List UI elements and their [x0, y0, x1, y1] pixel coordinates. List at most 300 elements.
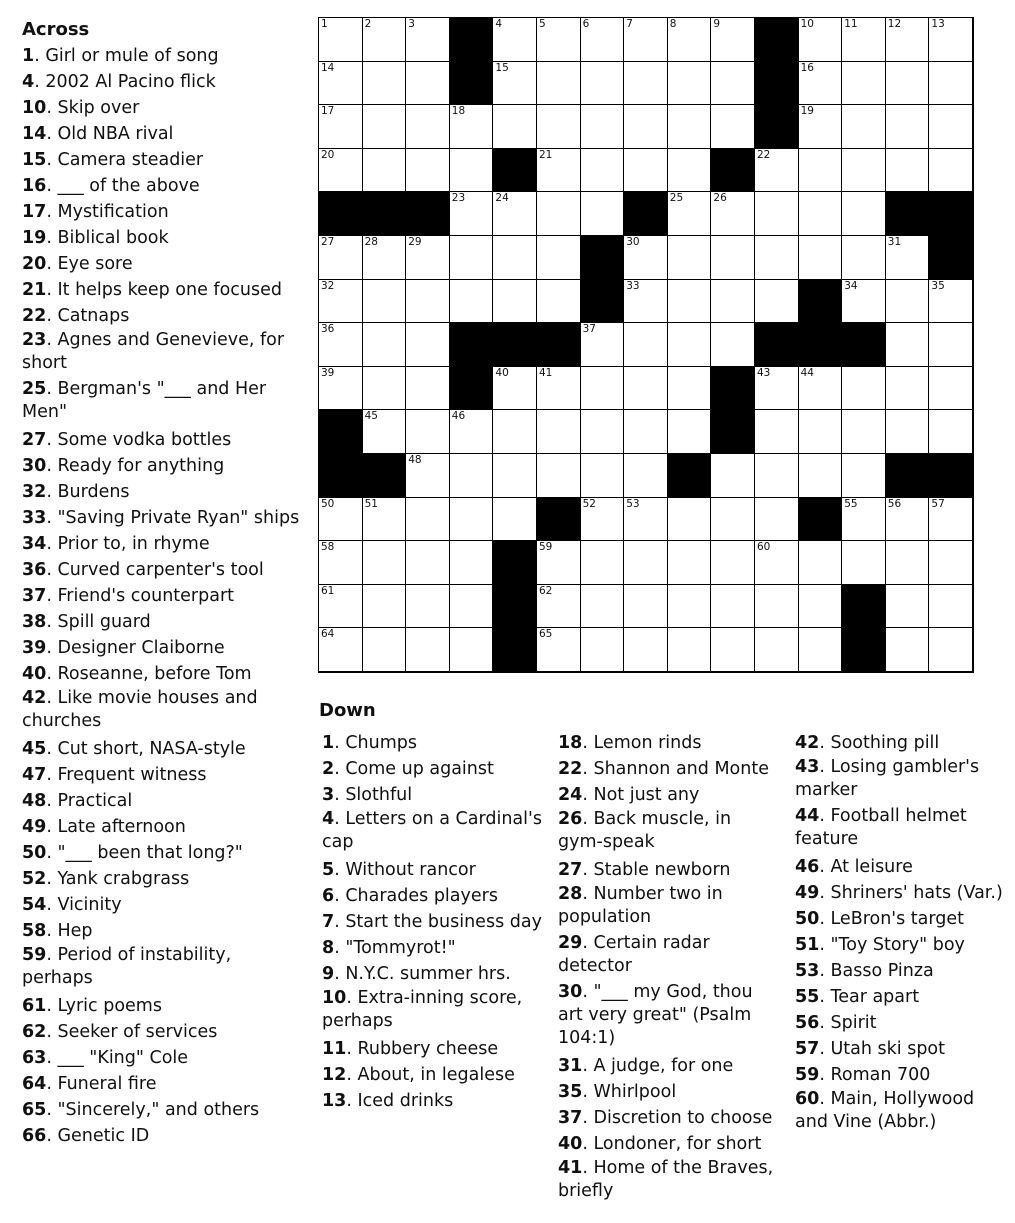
grid-cell[interactable] — [405, 322, 449, 366]
grid-cell[interactable] — [667, 540, 711, 584]
grid-cell[interactable] — [318, 540, 362, 584]
grid-cell[interactable] — [536, 366, 580, 410]
grid-cell[interactable] — [449, 148, 493, 192]
cell-number: 56 — [887, 497, 902, 510]
clue — [795, 906, 1010, 932]
grid-cell[interactable] — [492, 104, 536, 148]
clue-number: 7 — [322, 912, 335, 932]
grid-cell[interactable] — [710, 540, 754, 584]
cell-number: 51 — [364, 497, 378, 510]
grid-cell[interactable] — [492, 235, 536, 279]
cell-number: 5 — [539, 18, 546, 30]
grid-cell[interactable] — [885, 409, 929, 453]
grid-cell[interactable] — [928, 322, 972, 366]
grid-cell[interactable] — [928, 104, 972, 148]
grid-cell[interactable] — [841, 104, 885, 148]
clue — [322, 1088, 544, 1114]
grid-cell[interactable] — [536, 17, 580, 61]
grid-cell[interactable] — [710, 497, 754, 541]
grid-cell[interactable] — [405, 497, 449, 541]
grid-cell[interactable] — [841, 540, 885, 584]
grid-cell[interactable] — [492, 497, 536, 541]
clue — [22, 583, 304, 609]
grid-cell[interactable] — [885, 61, 929, 105]
grid-cell[interactable] — [318, 104, 362, 148]
grid-cell[interactable] — [885, 148, 929, 192]
clue-number: 27 — [558, 860, 583, 880]
cell-number: 12 — [887, 18, 902, 30]
grid-cell[interactable] — [710, 17, 754, 61]
grid-cell[interactable] — [536, 279, 580, 323]
grid-cell[interactable] — [798, 235, 842, 279]
grid-cell[interactable] — [710, 104, 754, 148]
grid-cell[interactable] — [885, 235, 929, 279]
clue-number: 4 — [22, 72, 35, 92]
clue-number: 22 — [22, 306, 47, 326]
clue-number: 11 — [322, 1039, 347, 1059]
grid-cell[interactable] — [710, 322, 754, 366]
grid-cell[interactable] — [362, 279, 406, 323]
clue-number: 38 — [22, 612, 47, 632]
grid-cell[interactable] — [492, 366, 536, 410]
grid-cell[interactable] — [318, 627, 362, 671]
grid-cell[interactable] — [536, 584, 580, 628]
clue — [558, 1079, 780, 1105]
grid-cell[interactable] — [362, 540, 406, 584]
grid-cell[interactable] — [449, 540, 493, 584]
grid-cell[interactable] — [754, 148, 798, 192]
grid-cell[interactable] — [580, 61, 624, 105]
grid-cell[interactable] — [449, 627, 493, 671]
cell-number: 1 — [321, 18, 328, 30]
black-square — [710, 409, 754, 453]
grid-cell[interactable] — [580, 584, 624, 628]
grid-cell[interactable] — [362, 584, 406, 628]
grid-cell[interactable] — [580, 148, 624, 192]
grid-cell[interactable] — [318, 279, 362, 323]
grid-cell[interactable] — [928, 627, 972, 671]
grid-cell[interactable] — [536, 104, 580, 148]
grid-cell[interactable] — [928, 148, 972, 192]
grid-cell[interactable] — [623, 409, 667, 453]
grid-cell[interactable] — [580, 540, 624, 584]
clue-text: . Without rancor — [334, 860, 476, 880]
grid-cell[interactable] — [405, 61, 449, 105]
grid-cell[interactable] — [754, 191, 798, 235]
grid-cell[interactable] — [492, 191, 536, 235]
grid-cell[interactable] — [580, 17, 624, 61]
cell-number: 21 — [539, 148, 553, 161]
grid-cell[interactable] — [754, 409, 798, 453]
grid-cell[interactable] — [710, 235, 754, 279]
grid-cell[interactable] — [580, 497, 624, 541]
grid-cell[interactable] — [798, 104, 842, 148]
grid-cell[interactable] — [623, 279, 667, 323]
grid-cell[interactable] — [536, 540, 580, 584]
grid-cell[interactable] — [580, 366, 624, 410]
grid-cell[interactable] — [536, 235, 580, 279]
grid-cell[interactable] — [928, 584, 972, 628]
grid-cell[interactable] — [885, 17, 929, 61]
clue-number: 35 — [558, 1082, 583, 1102]
clue-number: 1 — [22, 46, 35, 66]
grid-cell[interactable] — [405, 366, 449, 410]
grid-cell[interactable] — [536, 453, 580, 497]
grid-cell[interactable] — [928, 61, 972, 105]
grid-cell[interactable] — [928, 409, 972, 453]
clue-text: . "Tommyrot!" — [334, 938, 456, 958]
grid-cell[interactable] — [667, 366, 711, 410]
clue — [795, 880, 1010, 906]
grid-cell[interactable] — [710, 627, 754, 671]
grid-cell[interactable] — [405, 453, 449, 497]
grid-cell[interactable] — [449, 409, 493, 453]
clue — [22, 892, 304, 918]
clue-number: 36 — [22, 560, 47, 580]
clue — [558, 857, 780, 883]
grid-cell[interactable] — [928, 540, 972, 584]
grid-cell[interactable] — [885, 497, 929, 541]
grid-cell[interactable] — [580, 322, 624, 366]
cell-number: 15 — [495, 61, 509, 74]
cell-number: 22 — [757, 148, 771, 161]
cell-number: 23 — [451, 192, 466, 205]
clue — [322, 987, 544, 1036]
clue-number: 40 — [22, 664, 47, 684]
clue-number: 54 — [22, 895, 47, 915]
clue-text: . Tear apart — [819, 987, 920, 1007]
clue-number: 46 — [795, 857, 820, 877]
black-square — [492, 322, 536, 366]
clue-text: . Curved carpenter's tool — [46, 560, 264, 580]
clue — [795, 756, 1010, 805]
grid-cell[interactable] — [841, 61, 885, 105]
grid-cell[interactable] — [449, 235, 493, 279]
black-square — [841, 322, 885, 366]
grid-cell[interactable] — [536, 409, 580, 453]
grid-cell[interactable] — [362, 409, 406, 453]
grid-cell[interactable] — [841, 279, 885, 323]
grid-cell[interactable] — [667, 322, 711, 366]
clue — [22, 1045, 304, 1071]
grid-cell[interactable] — [754, 366, 798, 410]
grid-cell[interactable] — [928, 17, 972, 61]
grid-cell[interactable] — [754, 235, 798, 279]
grid-cell[interactable] — [754, 584, 798, 628]
grid-cell[interactable] — [405, 540, 449, 584]
clue-text: . Roseanne, before Tom — [46, 664, 252, 684]
grid-cell[interactable] — [885, 104, 929, 148]
grid-cell[interactable] — [710, 584, 754, 628]
grid-cell[interactable] — [841, 17, 885, 61]
grid-cell[interactable] — [754, 279, 798, 323]
grid-cell[interactable] — [623, 17, 667, 61]
clue — [22, 635, 304, 661]
cell-number: 50 — [321, 497, 335, 510]
grid-cell[interactable] — [318, 235, 362, 279]
cell-number: 30 — [626, 236, 640, 248]
clue-number: 59 — [22, 945, 47, 965]
grid-cell[interactable] — [580, 453, 624, 497]
grid-cell[interactable] — [841, 453, 885, 497]
grid-cell[interactable] — [623, 584, 667, 628]
grid-cell[interactable] — [710, 61, 754, 105]
clue-number: 41 — [558, 1158, 583, 1178]
grid-cell[interactable] — [667, 497, 711, 541]
grid-cell[interactable] — [623, 148, 667, 192]
clue — [558, 932, 780, 981]
grid-cell[interactable] — [536, 627, 580, 671]
grid-cell[interactable] — [405, 17, 449, 61]
clue-number: 53 — [795, 961, 820, 981]
clue-text: . 2002 Al Pacino flick — [34, 72, 216, 92]
clue-text: . Discretion to choose — [582, 1108, 773, 1128]
grid-cell[interactable] — [318, 497, 362, 541]
grid-cell[interactable] — [449, 104, 493, 148]
grid-cell[interactable] — [798, 409, 842, 453]
cell-number: 13 — [931, 18, 945, 30]
clue-number: 56 — [795, 1013, 820, 1033]
clue — [22, 788, 304, 814]
grid-cell[interactable] — [667, 61, 711, 105]
grid-cell[interactable] — [362, 17, 406, 61]
grid-cell[interactable] — [318, 61, 362, 105]
grid-cell[interactable] — [580, 104, 624, 148]
grid-cell[interactable] — [492, 61, 536, 105]
clue — [22, 69, 304, 95]
grid-cell[interactable] — [710, 191, 754, 235]
grid-cell[interactable] — [667, 584, 711, 628]
grid-cell[interactable] — [885, 366, 929, 410]
grid-cell[interactable] — [362, 148, 406, 192]
black-square — [710, 148, 754, 192]
grid-cell[interactable] — [492, 453, 536, 497]
grid-cell[interactable] — [318, 322, 362, 366]
black-square — [667, 453, 711, 497]
clue-text: . Some vodka bottles — [46, 430, 232, 450]
grid-cell[interactable] — [405, 279, 449, 323]
grid-cell[interactable] — [798, 540, 842, 584]
grid-cell[interactable] — [405, 409, 449, 453]
grid-cell[interactable] — [885, 322, 929, 366]
grid-cell[interactable] — [405, 104, 449, 148]
grid-cell[interactable] — [885, 627, 929, 671]
grid-cell[interactable] — [623, 540, 667, 584]
grid-cell[interactable] — [318, 148, 362, 192]
grid-cell[interactable] — [492, 279, 536, 323]
clue — [795, 730, 1010, 756]
clue — [322, 730, 544, 756]
grid-cell[interactable] — [623, 104, 667, 148]
clue-text: . Not just any — [582, 785, 700, 805]
grid-cell[interactable] — [667, 148, 711, 192]
grid-cell[interactable] — [492, 409, 536, 453]
clue-text: . Catnaps — [46, 306, 130, 326]
clue — [22, 453, 304, 479]
grid-cell[interactable] — [405, 584, 449, 628]
clue-text: . A judge, for one — [582, 1056, 734, 1076]
grid-cell[interactable] — [885, 584, 929, 628]
clue-text: . Like movie houses and churches — [22, 688, 258, 731]
grid-cell[interactable] — [449, 191, 493, 235]
clue-number: 10 — [322, 988, 347, 1008]
grid-cell[interactable] — [536, 191, 580, 235]
grid-cell[interactable] — [362, 497, 406, 541]
clue-text: . Prior to, in rhyme — [46, 534, 210, 554]
clue-text: . ___ of the above — [46, 176, 200, 196]
clue-text: . Shannon and Monte — [582, 759, 769, 779]
grid-cell[interactable] — [623, 627, 667, 671]
black-square — [362, 191, 406, 235]
cell-number: 44 — [800, 366, 814, 379]
grid-cell[interactable] — [841, 366, 885, 410]
grid-cell[interactable] — [885, 540, 929, 584]
grid-cell[interactable] — [405, 627, 449, 671]
clue-number: 26 — [558, 809, 583, 829]
grid-cell[interactable] — [710, 279, 754, 323]
grid-cell[interactable] — [623, 322, 667, 366]
black-square — [492, 584, 536, 628]
clue-number: 50 — [22, 843, 47, 863]
clue-number: 58 — [22, 921, 47, 941]
clue-text: . Camera steadier — [46, 150, 204, 170]
cell-number: 58 — [321, 541, 335, 554]
clue-number: 24 — [558, 785, 583, 805]
grid-cell[interactable] — [841, 235, 885, 279]
grid-cell[interactable] — [318, 17, 362, 61]
grid-cell[interactable] — [928, 366, 972, 410]
grid-cell[interactable] — [449, 279, 493, 323]
grid-cell[interactable] — [362, 322, 406, 366]
grid-cell[interactable] — [536, 61, 580, 105]
grid-cell[interactable] — [667, 279, 711, 323]
black-square — [580, 279, 624, 323]
black-square — [318, 191, 362, 235]
grid-cell[interactable] — [710, 453, 754, 497]
grid-cell[interactable] — [798, 366, 842, 410]
grid-cell[interactable] — [928, 497, 972, 541]
clue — [322, 1062, 544, 1088]
grid-cell[interactable] — [623, 497, 667, 541]
cell-number: 41 — [539, 366, 553, 379]
grid-cell[interactable] — [798, 453, 842, 497]
grid-cell[interactable] — [536, 148, 580, 192]
clue — [22, 993, 304, 1019]
grid-cell[interactable] — [449, 584, 493, 628]
grid-cell[interactable] — [798, 584, 842, 628]
grid-cell[interactable] — [754, 453, 798, 497]
clue-number: 49 — [22, 817, 47, 837]
grid-cell[interactable] — [449, 497, 493, 541]
clue — [22, 557, 304, 583]
grid-cell[interactable] — [667, 235, 711, 279]
grid-cell[interactable] — [885, 279, 929, 323]
grid-cell[interactable] — [841, 497, 885, 541]
grid-cell[interactable] — [798, 627, 842, 671]
cell-number: 3 — [408, 18, 415, 30]
clue-text: . Yank crabgrass — [46, 869, 190, 889]
grid-cell[interactable] — [362, 61, 406, 105]
clue-text: . Stable newborn — [582, 860, 731, 880]
down-clue-column-2 — [558, 730, 780, 1206]
grid-cell[interactable] — [667, 17, 711, 61]
cell-number: 59 — [539, 541, 553, 554]
grid-cell[interactable] — [405, 235, 449, 279]
clue-text: . Lyric poems — [46, 996, 162, 1016]
grid-cell[interactable] — [449, 453, 493, 497]
grid-cell[interactable] — [580, 191, 624, 235]
grid-cell[interactable] — [318, 584, 362, 628]
grid-cell[interactable] — [798, 61, 842, 105]
clue-number: 14 — [22, 124, 47, 144]
clue-text: . Extra-inning score, perhaps — [322, 988, 523, 1031]
clue — [22, 43, 304, 69]
grid-cell[interactable] — [362, 235, 406, 279]
grid-cell[interactable] — [623, 61, 667, 105]
clue-number: 13 — [322, 1091, 347, 1111]
clue-text: . Period of instability, perhaps — [22, 945, 232, 988]
clue-text: . Football helmet feature — [795, 806, 967, 849]
grid-cell[interactable] — [362, 366, 406, 410]
clue — [558, 782, 780, 808]
black-square — [841, 627, 885, 671]
grid-cell[interactable] — [754, 540, 798, 584]
grid-cell[interactable] — [841, 191, 885, 235]
grid-cell[interactable] — [362, 627, 406, 671]
cell-number: 65 — [539, 628, 553, 641]
cell-number: 20 — [321, 148, 335, 161]
grid-cell[interactable] — [623, 235, 667, 279]
grid-cell[interactable] — [667, 104, 711, 148]
cell-number: 62 — [539, 584, 553, 597]
grid-cell[interactable] — [623, 453, 667, 497]
clue-number: 55 — [795, 987, 820, 1007]
grid-cell[interactable] — [667, 191, 711, 235]
grid-cell[interactable] — [318, 366, 362, 410]
grid-cell[interactable] — [492, 17, 536, 61]
cell-number: 60 — [757, 541, 771, 554]
grid-cell[interactable] — [841, 409, 885, 453]
grid-cell[interactable] — [667, 409, 711, 453]
clue-text: . Shriners' hats (Var.) — [819, 883, 1003, 903]
grid-cell[interactable] — [928, 279, 972, 323]
grid-cell[interactable] — [623, 366, 667, 410]
clue-text: . Lemon rinds — [582, 733, 702, 753]
clue-number: 27 — [22, 430, 47, 450]
black-square — [492, 627, 536, 671]
grid-cell[interactable] — [362, 104, 406, 148]
grid-cell[interactable] — [798, 17, 842, 61]
grid-cell[interactable] — [580, 627, 624, 671]
grid-cell[interactable] — [405, 148, 449, 192]
clue-number: 17 — [22, 202, 47, 222]
cell-number: 16 — [800, 61, 814, 74]
clue-text: . N.Y.C. summer hrs. — [334, 964, 511, 984]
grid-cell[interactable] — [798, 148, 842, 192]
grid-cell[interactable] — [580, 409, 624, 453]
clue-text: . Burdens — [46, 482, 130, 502]
clue-text: . "___ my God, thou art very great" (Psalm 104:1) — [558, 982, 753, 1048]
crossword-grid — [318, 17, 974, 673]
clue-text: . Skip over — [46, 98, 140, 118]
grid-cell[interactable] — [841, 148, 885, 192]
black-square — [754, 61, 798, 105]
clue-text: . Roman 700 — [819, 1065, 931, 1085]
grid-cell[interactable] — [754, 497, 798, 541]
grid-cell[interactable] — [667, 627, 711, 671]
grid-cell[interactable] — [798, 191, 842, 235]
grid-cell[interactable] — [754, 627, 798, 671]
